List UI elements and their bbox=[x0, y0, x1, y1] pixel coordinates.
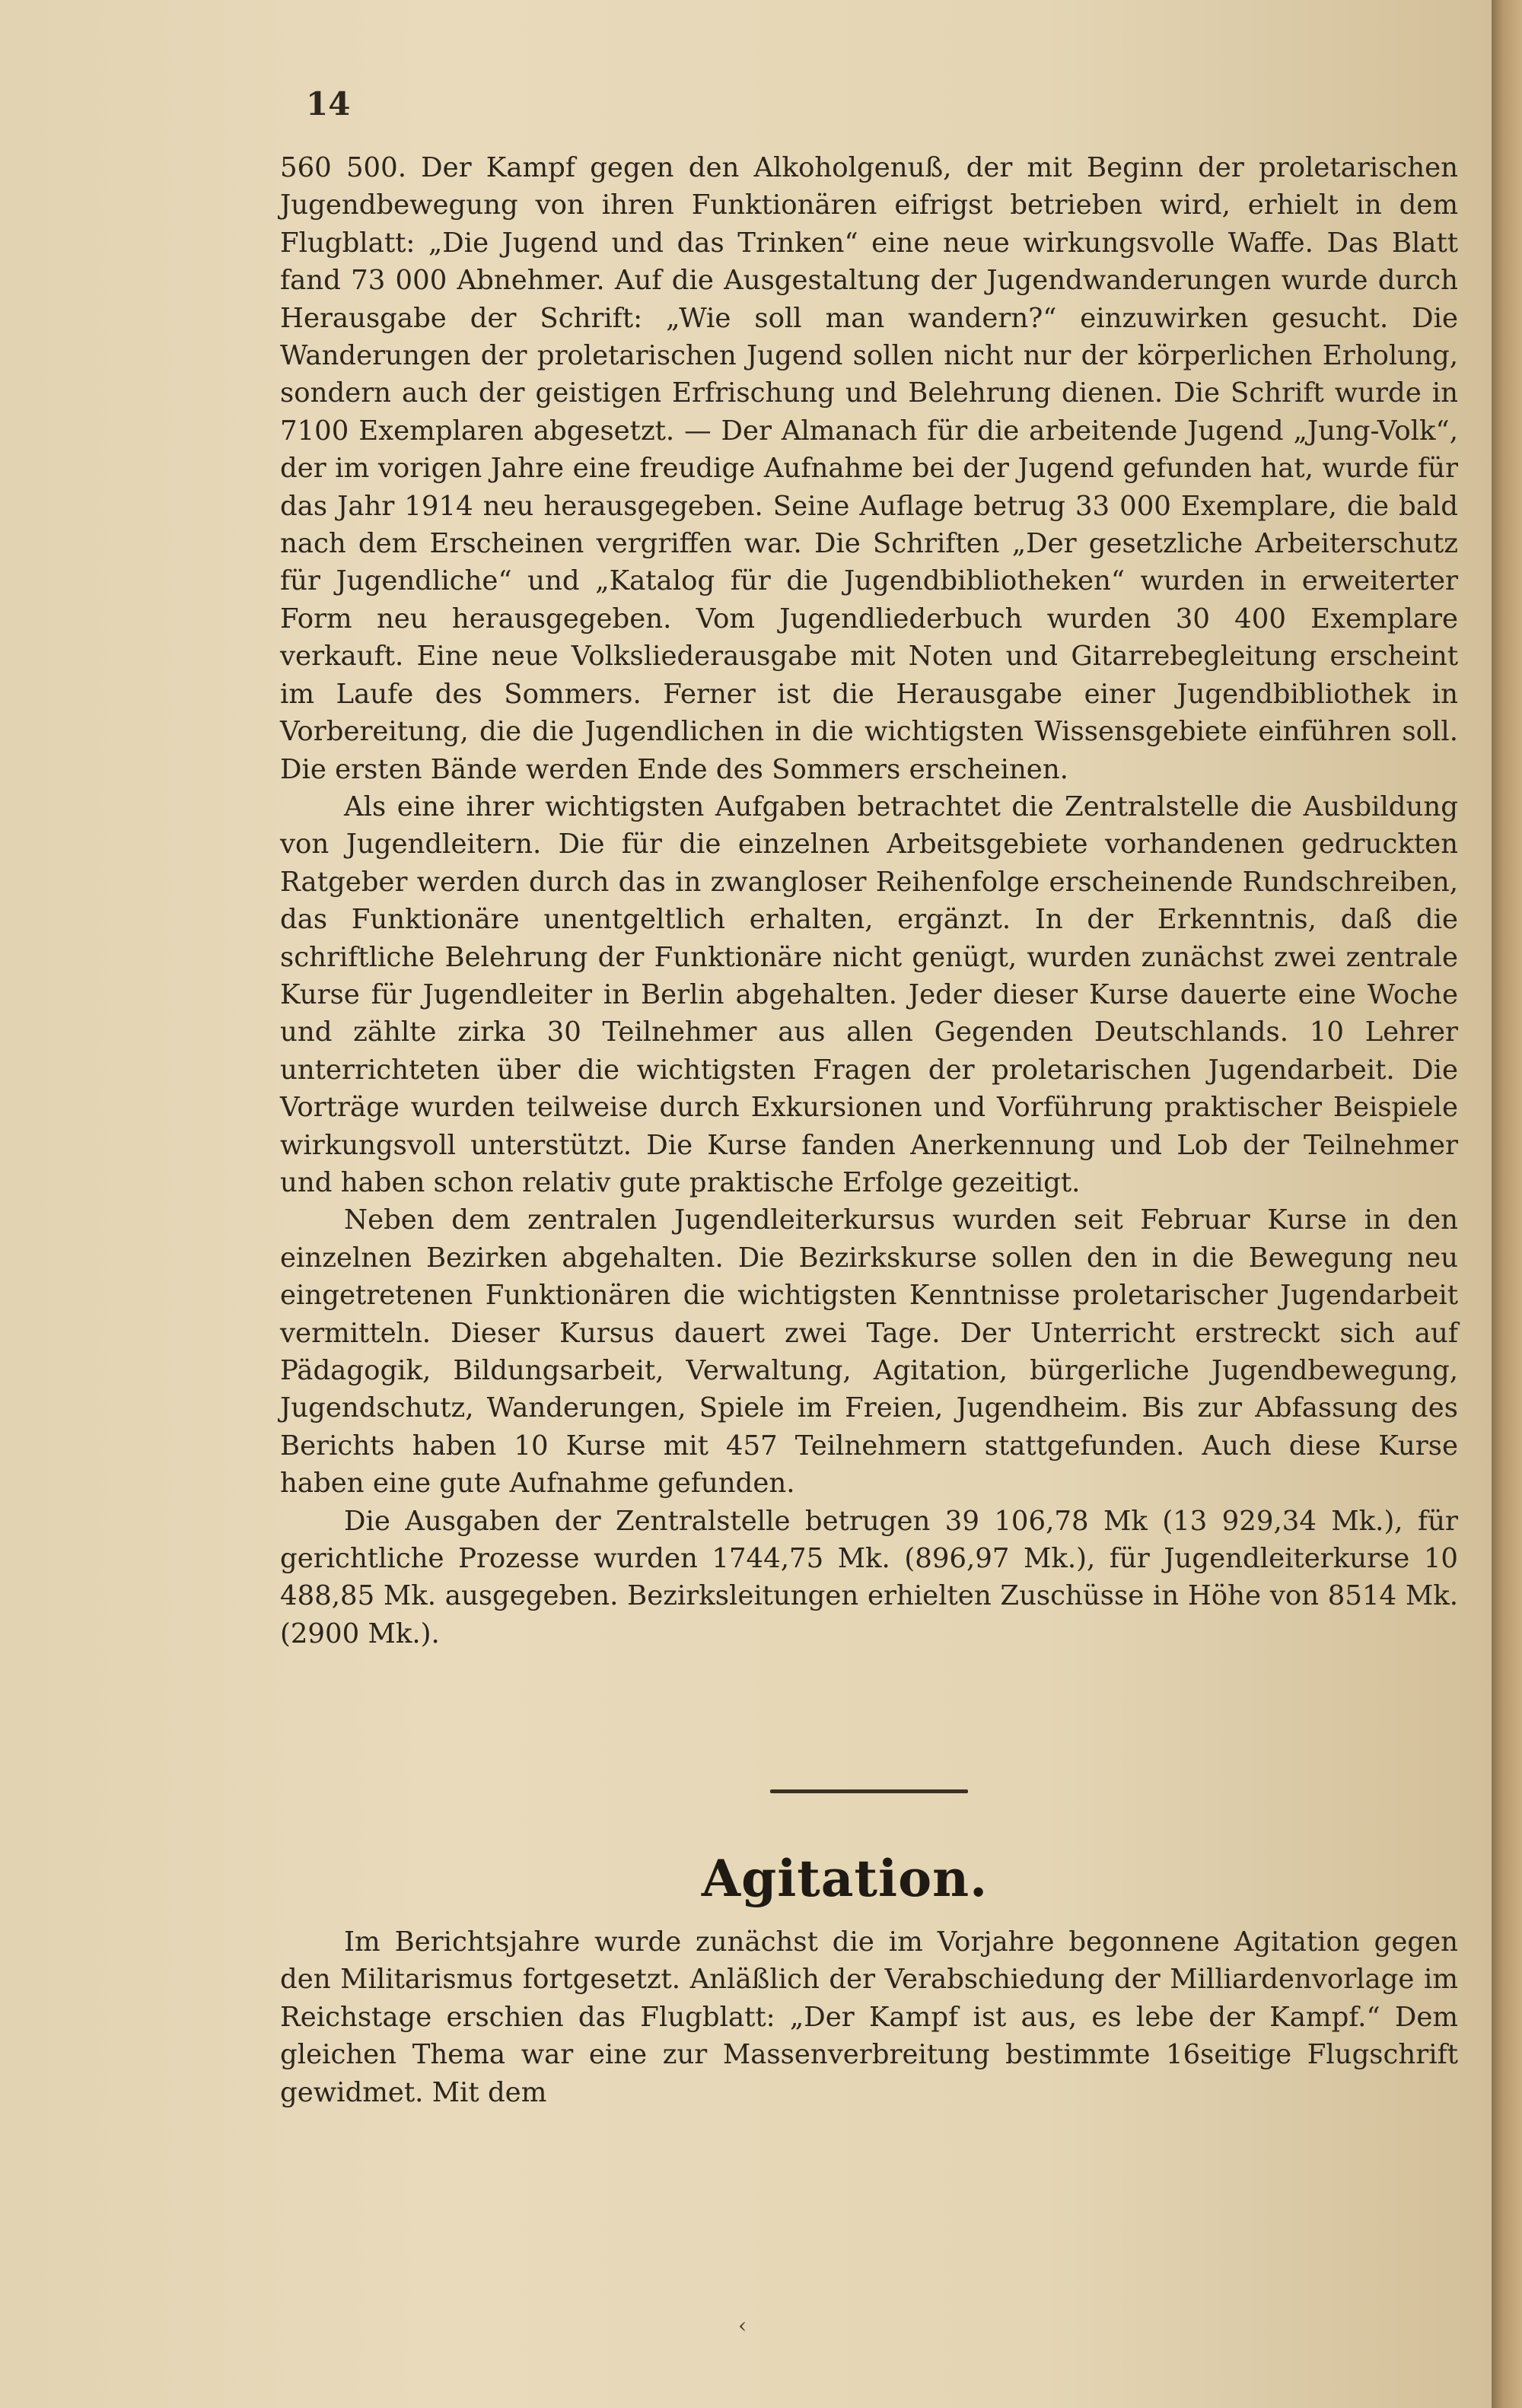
paragraph-training: Als eine ihrer wichtigsten Aufgaben betrachtet die Zentralstelle die Ausbildung von Jugendleitern. Die für die einzelnen Arbeitsgebiete vorhandenen gedruckten Ratgeber werden durch das in zwangloser Reihenfolge erscheinende Rundschreiben, das Funktionäre unentgeltlich erhalten, ergänzt. In der Erkenntnis, daß die schriftliche Belehrung der Funktionäre nicht genügt, wurden zunächst zwei zentrale Kurse für Jugendleiter in Berlin abgehalten. Jeder dieser Kurse dauerte eine Woche und zählte zirka 30 Teilnehmer aus allen Gegenden Deutschlands. 10 Lehrer unterrichteten über die wichtigsten Fragen der proletarischen Jugendarbeit. Die Vorträge wurden teilweise durch Exkursionen und Vorführung praktischer Beispiele wirkungsvoll unterstützt. Die Kurse fanden Anerkennung und Lob der Teilnehmer und haben schon relativ gute praktische Erfolge gezeitigt. bbox=[280, 790, 1458, 1198]
paragraph-district-courses: Neben dem zentralen Jugendleiterkursus wurden seit Februar Kurse in den einzelnen Bezirken abgehalten. Die Bezirkskurse sollen den in die Bewegung neu eingetretenen Funktionären die wichtigsten Kenntnisse proletarischer Jugendarbeit vermitteln. Dieser Kursus dauert zwei Tage. Der Unterricht erstreckt sich auf Pädagogik, Bildungsarbeit, Verwaltung, Agitation, bürgerliche Jugendbewegung, Jugendschutz, Wanderungen, Spiele im Freien, Jugendheim. Bis zur Abfassung des Berichts haben 10 Kurse mit 457 Teilnehmern stattgefunden. Auch diese Kurse haben eine gute Aufnahme gefunden. bbox=[280, 1204, 1458, 1500]
page-edge bbox=[1492, 0, 1522, 2408]
bottom-mark: ‹ bbox=[738, 2313, 747, 2338]
paragraph-expenses: Die Ausgaben der Zentralstelle betrugen 39 106,78 Mk (13 929,34 Mk.), für gerichtliche Prozesse wurden 1744,75 Mk. (896,97 Mk.), für Jugendleiterkurse 10 488,85 Mk. ausgegeben. Bezirksleitungen erhielten Zuschüsse in Höhe von 8514 Mk. (2900 Mk.). bbox=[280, 1505, 1458, 1649]
paragraph-agitation: Im Berichtsjahre wurde zunächst die im Vorjahre begonnene Agitation gegen den Militarismus fortgesetzt. Anläßlich der Verabschiedung der Milliardenvorlage im Reichstage erschien das Flugblatt: „Der Kampf ist aus, es lebe der Kampf.“ Dem gleichen Thema war eine zur Massenverbreitung bestimmte 16seitige Flugschrift gewidmet. Mit dem bbox=[280, 1926, 1458, 2108]
paragraph-publications: 560 500. Der Kampf gegen den Alkoholgenuß, der mit Beginn der proletarischen Jugendbewegung von ihren Funktionären eifrigst betrieben wird, erhielt in dem Flugblatt: „Die Jugend und das Trinken“ eine neue wirkungsvolle Waffe. Das Blatt fand 73 000 Abnehmer. Auf die Ausgestaltung der Jugendwanderungen wurde durch Herausgabe der Schrift: „Wie soll man wandern?“ einzuwirken gesucht. Die Wanderungen der proletarischen Jugend sollen nicht nur der körperlichen Erholung, sondern auch der geistigen Erfrischung und Belehrung dienen. Die Schrift wurde in 7100 Exemplaren abgesetzt. — Der Almanach für die arbeitende Jugend „Jung-Volk“, der im vorigen Jahre eine freudige Aufnahme bei der Jugend gefunden hat, wurde für das Jahr 1914 neu herausgegeben. Seine Auflage betrug 33 000 Exemplare, die bald nach dem Erscheinen vergriffen war. Die Schriften „Der gesetzliche Arbeiterschutz für Jugendliche“ und „Katalog für die Jugendbibliotheken“ wurden in erweiterter Form neu herausgegeben. Vom Jugendliederbuch wurden 30 400 Exemplare verkauft. Eine neue Volksliederausgabe mit Noten und Gitarrebegleitung erscheint im Laufe des Sommers. Ferner ist die Herausgabe einer Jugendbibliothek in Vorbereitung, die die Jugendlichen in die wichtigsten Wissensgebiete einführen soll. Die ersten Bände werden Ende des Sommers erscheinen. bbox=[280, 152, 1458, 785]
body-text bbox=[280, 149, 1458, 1653]
page-number: 14 bbox=[306, 85, 351, 122]
section-heading: Agitation. bbox=[701, 1849, 989, 1908]
section-body bbox=[280, 1923, 1458, 2111]
section-divider bbox=[770, 1789, 968, 1793]
